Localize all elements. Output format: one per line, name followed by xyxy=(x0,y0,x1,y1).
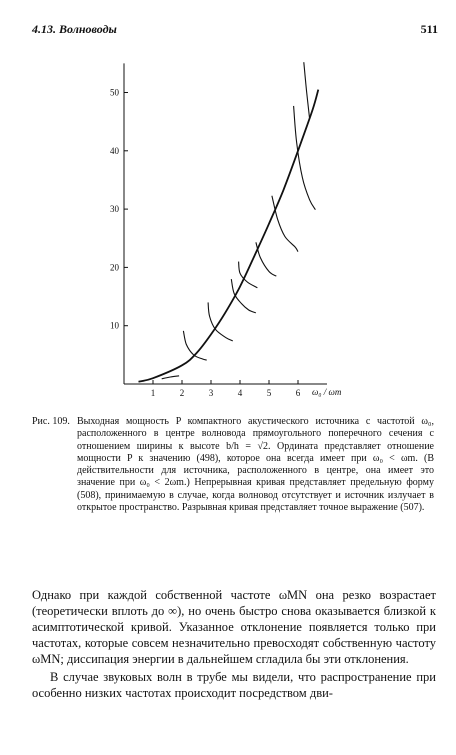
x-tick-label: 3 xyxy=(208,388,214,398)
y-tick-label: 30 xyxy=(110,204,119,215)
figure-label: Рис. 109. xyxy=(32,416,70,427)
caption-text: Выходная мощность P компактного акустического источника с частотой ω₀, расположенного в центре волновода прямоугольного поперечного сечения с отношением ширины к высоте b/h = √2. Ордината представляет отношение мощности P к значению (498), которое она всегда имеет при ω₀ < ωm. (В действительности для источника, расположенного в центре, она имеет это значение при ω₀ < 2ωm.) Непрерывная кривая представляет предельную форму (508), принимаемую в случае, когда волновод отсутствует и источник излучает в открытое пространство. Разрывная кривая представляет точное выражение (507). xyxy=(77,416,434,514)
chart-curves xyxy=(139,62,319,382)
section-header: 4.13. Волноводы xyxy=(32,22,117,36)
discontinuous-curve-branch xyxy=(162,376,179,379)
y-tick-label: 50 xyxy=(110,87,119,98)
discontinuous-curve-branch xyxy=(304,62,310,118)
x-tick-label: 5 xyxy=(266,388,272,398)
body-text xyxy=(32,587,436,701)
discontinuous-curve-branch xyxy=(294,106,316,210)
discontinuous-curve-branch xyxy=(272,196,298,252)
paragraph: Однако при каждой собственной частоте ωMN она резко возрастает (теоретически вплоть до ∞), но очень быстро снова оказывается близкой к асимптотической кривой. Указанное отклонение появляется только при частотах, которые совсем незначительно превосходят собственную частоту ωMN; диссипация энергии в дальнейшем сгладила бы эти отклонения. xyxy=(32,588,436,666)
x-tick-label: 1 xyxy=(150,388,156,398)
x-axis-ticks xyxy=(151,380,301,398)
x-axis-label: ω₀ / ωm xyxy=(312,387,342,397)
y-tick-label: 20 xyxy=(110,262,119,273)
y-axis-ticks xyxy=(110,88,128,331)
x-tick-label: 6 xyxy=(295,388,301,398)
x-tick-label: 4 xyxy=(237,388,243,398)
page-number: 511 xyxy=(420,22,438,36)
figure-caption xyxy=(32,416,434,514)
paragraph: В случае звуковых волн в трубе мы видели, что распространение при особенно низких частотах происходит посредством дви- xyxy=(32,670,436,700)
y-tick-label: 40 xyxy=(110,145,119,156)
chart-axes xyxy=(124,63,327,384)
y-tick-label: 10 xyxy=(110,320,119,331)
x-tick-label: 2 xyxy=(179,388,185,398)
discontinuous-curve-branch xyxy=(231,279,256,313)
continuous-curve xyxy=(139,90,319,382)
